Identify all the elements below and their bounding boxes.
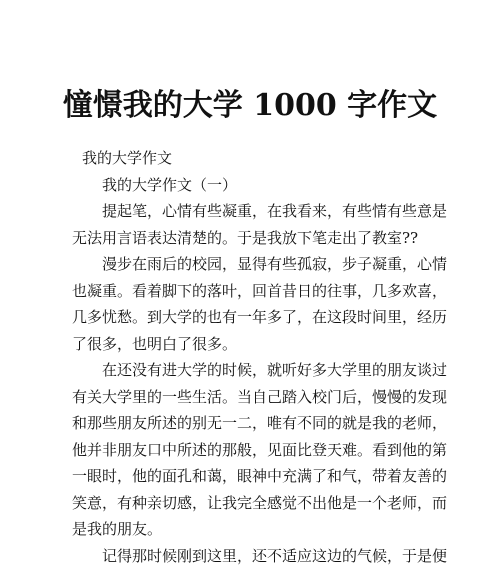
text-line: 几多忧愁。到大学的也有一年多了，在这段时间里，经历 [72, 308, 448, 326]
text-line: 漫步在雨后的校园，显得有些孤寂，步子凝重，心情 [102, 255, 448, 273]
text-line: 有关大学里的一些生活。当自己踏入校门后，慢慢的发现 [72, 387, 448, 406]
paragraph-lines [72, 198, 448, 565]
text-line: 记得那时候刚到这里，还不适应这边的气候，于是便 [102, 546, 448, 565]
essay-label: 我的大学作文 [82, 149, 173, 167]
text-line: 提起笔，心情有些凝重，在我看来，有些情有些意是 [102, 202, 448, 220]
text-line: 也凝重。看着脚下的落叶，回首昔日的往事，几多欢喜， [72, 281, 448, 300]
text-line: 了很多，也明白了很多。 [72, 334, 238, 353]
text-line: 无法用言语表达清楚的。于是我放下笔走出了教室?? [72, 228, 419, 247]
text-line: 和那些朋友所述的别无一二，唯有不同的就是我的老师， [72, 414, 448, 432]
text-line: 他并非朋友口中所述的那般，见面比登天难。看到他的第 [72, 440, 448, 459]
text-line: 一眼时，他的面孔和蔼，眼神中充满了和气，带着友善的 [72, 467, 448, 485]
document-body [72, 145, 448, 565]
text-line: 是我的朋友。 [72, 520, 163, 538]
essay-subtitle: 我的大学作文（一） [102, 175, 238, 194]
text-line: 在还没有进大学的时候，就听好多大学里的朋友谈过 [102, 361, 448, 379]
text-line: 笑意，有种亲切感，让我完全感觉不出他是一个老师，而 [72, 493, 448, 512]
document-title: 憧憬我的大学 1000 字作文 [62, 88, 438, 123]
